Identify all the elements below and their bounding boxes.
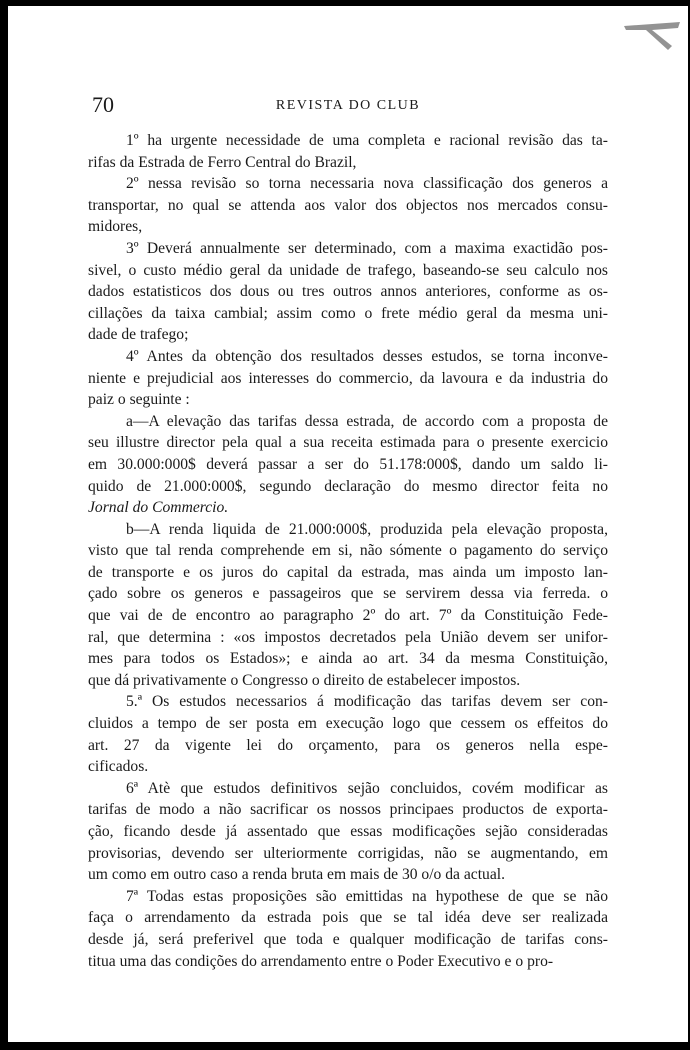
- text-line: 4º Antes da obtenção dos resultados desses estudos, se torna inconve-: [126, 347, 608, 365]
- text-line: 1º ha urgente necessidade de uma completa e racional revisão das ta-: [126, 132, 608, 149]
- text-line: um como em outro caso a renda bruta em mais de 30 o/o da actual.: [88, 866, 505, 884]
- text-line: rifas da Estrada de Ferro Central do Brazil,: [88, 153, 357, 171]
- paragraph: [88, 346, 608, 411]
- paragraph: [88, 238, 608, 346]
- text-line: desde já, será preferivel que toda e qualquer modificação de tarifas cons-: [88, 930, 608, 948]
- paragraph: [88, 519, 608, 692]
- text-line: dade de trafego;: [88, 326, 189, 344]
- paragraph: [88, 886, 608, 972]
- text-line: cificados.: [88, 758, 149, 776]
- text-line: sivel, o custo médio geral da unidade de trafego, baseando-se seu calculo nos: [88, 261, 608, 279]
- text-line: provisorias, devendo ser ulteriormente corrigidas, não se augmentando, em: [88, 844, 608, 862]
- text-line: mes para todos os Estados»; e ainda ao art. 34 da mesma Constituição,: [88, 650, 608, 668]
- text-line-italic: Jornal do Commercio.: [88, 499, 229, 517]
- paragraph: [88, 778, 608, 886]
- text-line: a—A elevação das tarifas dessa estrada, de accordo com a proposta de: [126, 412, 608, 430]
- text-line: que dá privativamente o Congresso o direito de estabelecer impostos.: [88, 671, 521, 689]
- text-line: 3º Deverá annualmente ser determinado, com a maxima exactidão pos-: [126, 239, 608, 257]
- page-header: [8, 92, 688, 122]
- text-line: seu illustre director pela qual a sua receita estimada para o presente exercicio: [88, 434, 608, 452]
- text-line: titua uma das condições do arrendamento entre o Poder Executivo e o pro-: [88, 952, 554, 970]
- scan-smudge-mark: [622, 16, 682, 56]
- text-line: 6ª Atè que estudos definitivos sejão concluidos, covém modificar as: [126, 779, 608, 797]
- article-body: [88, 130, 608, 972]
- text-line: cluidos a tempo de ser posta em execução logo que cessem os effeitos do: [88, 715, 608, 733]
- text-line: art. 27 da vigente lei do orçamento, para os generos nella espe-: [88, 736, 608, 754]
- text-line: dados estatisticos dos dous ou tres outros annos anteriores, conforme as os-: [88, 283, 608, 301]
- text-line: çado sobre os generos e passageiros que se servirem dessa via ferreda. o: [88, 585, 608, 603]
- text-line: 5.ª Os estudos necessarios á modificação das tarifas devem ser con-: [126, 693, 608, 711]
- text-line: cillações da taixa cambial; assim como o frete médio geral da mesma uni-: [88, 304, 608, 322]
- text-line: faça o arrendamento da estrada pois que se tal idéa deve ser realizada: [88, 909, 608, 927]
- text-line: niente e prejudicial aos interesses do commercio, da lavoura e da industria do: [88, 369, 608, 387]
- text-line: midores,: [88, 218, 143, 236]
- paragraph: [88, 130, 608, 173]
- paragraph: [88, 691, 608, 777]
- paragraph: [88, 411, 608, 519]
- text-line: transportar, no qual se attenda aos valor dos objectos nos mercados consu-: [88, 196, 608, 214]
- running-title: REVISTA DO CLUB: [275, 98, 421, 113]
- text-line: b—A renda liquida de 21.000:000$, produzida pela elevação proposta,: [126, 520, 608, 538]
- text-line: em 30.000:000$ deverá passar a ser do 51.178:000$, dando um saldo li-: [88, 455, 608, 473]
- text-line: 7ª Todas estas proposições são emittidas na hypothese de que se não: [126, 887, 608, 905]
- page-number: 70: [92, 92, 114, 117]
- text-line: paiz o seguinte :: [88, 391, 190, 409]
- paragraph: [88, 173, 608, 238]
- text-line: que vai de de encontro ao paragrapho 2º do art. 7º da Constituição Fede-: [88, 607, 608, 625]
- text-line: quido de 21.000:000$, segundo declaração do mesmo director feita no: [88, 477, 608, 495]
- scanned-page: [8, 6, 688, 1042]
- text-line: 2º nessa revisão so torna necessaria nova classificação dos generos a: [126, 175, 608, 193]
- text-line: ral, que determina : «os impostos decretados pela União devem ser unifor-: [88, 628, 608, 646]
- text-line: visto que tal renda comprehende em si, não sómente o pagamento do serviço: [88, 542, 608, 560]
- text-line: tarifas de modo a não sacrificar os nossos principaes productos de exporta-: [88, 801, 608, 819]
- text-line: ção, ficando desde já assentado que essas modificações sejão consideradas: [88, 823, 608, 840]
- text-line: de transporte e os juros do capital da estrada, mas ainda um imposto lan-: [88, 563, 608, 581]
